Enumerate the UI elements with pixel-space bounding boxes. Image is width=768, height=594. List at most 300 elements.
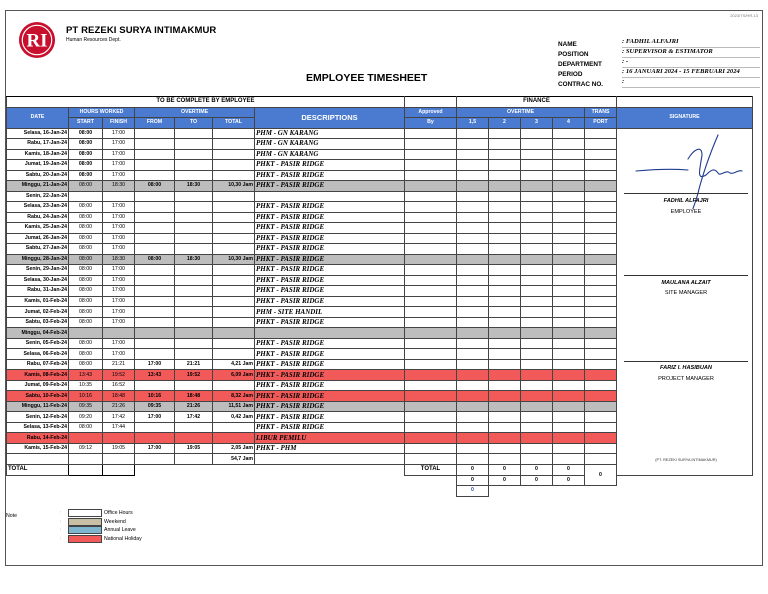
row-start: 08:00 (69, 212, 103, 223)
row-start: 09:12 (69, 443, 103, 454)
row-ot-from (135, 338, 175, 349)
row-rate-cell (489, 349, 521, 360)
row-date: Kamis, 01-Feb-24 (7, 296, 69, 307)
row-rate-cell (521, 170, 553, 181)
finance-total: 0 (489, 475, 521, 486)
row-approved (405, 412, 457, 423)
row-ot-to (175, 275, 213, 286)
timesheet-table (6, 96, 753, 497)
row-start (69, 433, 103, 444)
company-name: PT REZEKI SURYA INTIMAKMUR (66, 25, 217, 36)
row-rate-cell (489, 233, 521, 244)
row-start: 08:00 (69, 160, 103, 171)
row-ot-from: 17:00 (135, 359, 175, 370)
row-rate-cell (521, 317, 553, 328)
legend-note-label: Note (6, 513, 17, 519)
row-description: PHKT - PASIR RIDGE (255, 223, 405, 234)
row-ot-to: 18:30 (175, 254, 213, 265)
total-empty (175, 486, 213, 497)
row-ot-to (175, 349, 213, 360)
row-ot-from: 10:16 (135, 391, 175, 402)
row-ot-total (213, 149, 255, 160)
row-approved (405, 202, 457, 213)
row-rate-cell (457, 170, 489, 181)
row-approved (405, 296, 457, 307)
row-rate-cell (489, 181, 521, 192)
row-rate-cell (457, 149, 489, 160)
row-rate-cell (457, 191, 489, 202)
finance-total: 0 (457, 465, 489, 476)
row-ot-from (135, 296, 175, 307)
row-date: Rabu, 17-Jan-24 (7, 139, 69, 150)
row-rate-cell (489, 338, 521, 349)
row-description: PHKT - PASIR RIDGE (255, 338, 405, 349)
row-rate-cell (457, 223, 489, 234)
company-logo (18, 21, 56, 59)
row-description: PHKT - PASIR RIDGE (255, 254, 405, 265)
total-empty (255, 486, 405, 497)
row-ot-total (213, 286, 255, 297)
row-finish: 17:00 (103, 149, 135, 160)
row-description: PHKT - PASIR RIDGE (255, 401, 405, 412)
row-start: 08:00 (69, 170, 103, 181)
department-line: Human Resources Dept. (66, 37, 121, 43)
row-ot-total (213, 338, 255, 349)
legend-label: Office Hours (104, 510, 133, 516)
total-empty (135, 475, 175, 486)
section-spacer (405, 97, 457, 108)
row-approved (405, 328, 457, 339)
row-ot-from (135, 149, 175, 160)
section-signature-spacer (617, 97, 753, 108)
row-rate-cell (521, 359, 553, 370)
col-date: DATE (7, 107, 69, 128)
row-date: Sabtu, 03-Feb-24 (7, 317, 69, 328)
row-rate-cell (553, 254, 585, 265)
row-trans (585, 202, 617, 213)
total-box (69, 465, 103, 476)
row-rate-cell (553, 160, 585, 171)
row-finish: 18:30 (103, 181, 135, 192)
row-ot-to (175, 233, 213, 244)
sum-empty (7, 454, 69, 465)
finance-total: 0 (521, 465, 553, 476)
row-ot-from (135, 223, 175, 234)
row-rate-cell (553, 422, 585, 433)
row-finish: 17:00 (103, 170, 135, 181)
row-finish (103, 433, 135, 444)
sum-empty (489, 454, 521, 465)
row-ot-to (175, 265, 213, 276)
col-descriptions: DESCRIPTIONS (255, 107, 405, 128)
row-start: 10:35 (69, 380, 103, 391)
row-rate-cell (521, 286, 553, 297)
info-label: POSITION (558, 51, 589, 58)
row-finish: 17:00 (103, 223, 135, 234)
legend-colon: : (60, 535, 62, 542)
signer-name: FADHIL ALFAJRI (663, 197, 709, 204)
row-approved (405, 359, 457, 370)
total-empty (103, 486, 135, 497)
row-start: 08:00 (69, 202, 103, 213)
row-rate-cell (521, 391, 553, 402)
row-ot-from: 08:00 (135, 181, 175, 192)
info-value: : 16 JANUARI 2024 - 15 FEBRUARI 2024 (622, 68, 760, 78)
row-start: 10:16 (69, 391, 103, 402)
row-rate-cell (489, 286, 521, 297)
row-ot-from (135, 139, 175, 150)
row-date: Sabtu, 10-Feb-24 (7, 391, 69, 402)
row-date: Minggu, 28-Jan-24 (7, 254, 69, 265)
document-number: 2023/TS/HR-13 (730, 13, 758, 18)
row-date: Jumat, 19-Jan-24 (7, 160, 69, 171)
row-rate-cell (489, 128, 521, 139)
row-rate-cell (489, 223, 521, 234)
row-date: Selasa, 30-Jan-24 (7, 275, 69, 286)
row-rate-cell (553, 338, 585, 349)
row-trans (585, 223, 617, 234)
row-ot-total: 0,42 Jam (213, 412, 255, 423)
total-empty (7, 486, 69, 497)
row-rate-cell (553, 328, 585, 339)
row-ot-from (135, 265, 175, 276)
row-ot-total (213, 433, 255, 444)
row-description (255, 328, 405, 339)
row-ot-total (213, 328, 255, 339)
row-rate-cell (521, 443, 553, 454)
row-finish: 21:21 (103, 359, 135, 370)
col-port: PORT (585, 118, 617, 129)
col-from: FROM (135, 118, 175, 129)
total-empty (255, 465, 405, 476)
row-ot-total (213, 307, 255, 318)
row-start (69, 328, 103, 339)
row-rate-cell (489, 265, 521, 276)
row-rate-cell (489, 391, 521, 402)
row-ot-total: 2,05 Jam (213, 443, 255, 454)
row-rate-cell (521, 149, 553, 160)
row-ot-total (213, 212, 255, 223)
row-date: Rabu, 07-Feb-24 (7, 359, 69, 370)
row-approved (405, 244, 457, 255)
row-rate-cell (457, 160, 489, 171)
row-trans (585, 170, 617, 181)
row-finish: 17:00 (103, 233, 135, 244)
row-rate-cell (521, 223, 553, 234)
col-to: TO (175, 118, 213, 129)
row-ot-total (213, 422, 255, 433)
row-trans (585, 370, 617, 381)
row-rate-cell (457, 401, 489, 412)
section-finance: FINANCE (457, 97, 617, 108)
row-rate-cell (489, 328, 521, 339)
row-rate-cell (489, 443, 521, 454)
row-description: LIBUR PEMILU (255, 433, 405, 444)
row-rate-cell (457, 307, 489, 318)
row-rate-cell (553, 244, 585, 255)
row-ot-to (175, 296, 213, 307)
row-ot-to (175, 433, 213, 444)
row-ot-from (135, 307, 175, 318)
finance-total: 0 (521, 475, 553, 486)
row-rate-cell (553, 380, 585, 391)
col-rate: 4 (553, 118, 585, 129)
row-ot-to: 18:48 (175, 391, 213, 402)
row-ot-to (175, 212, 213, 223)
row-approved (405, 401, 457, 412)
row-date: Sabtu, 27-Jan-24 (7, 244, 69, 255)
row-ot-to (175, 380, 213, 391)
row-rate-cell (489, 422, 521, 433)
row-rate-cell (521, 244, 553, 255)
employee-info (558, 38, 760, 88)
row-rate-cell (553, 401, 585, 412)
col-signature: SIGNATURE (617, 107, 753, 128)
row-trans (585, 328, 617, 339)
row-ot-total (213, 275, 255, 286)
col-by: By (405, 118, 457, 129)
info-label: CONTRAC NO. (558, 81, 604, 88)
row-rate-cell (489, 296, 521, 307)
row-rate-cell (457, 380, 489, 391)
row-ot-to (175, 422, 213, 433)
row-ot-total: 8,32 Jam (213, 391, 255, 402)
row-ot-from: 17:00 (135, 443, 175, 454)
row-ot-to (175, 128, 213, 139)
row-start (69, 191, 103, 202)
row-start: 08:00 (69, 317, 103, 328)
row-date: Minggu, 04-Feb-24 (7, 328, 69, 339)
row-ot-total (213, 265, 255, 276)
row-description: PHKT - PASIR RIDGE (255, 160, 405, 171)
row-rate-cell (457, 139, 489, 150)
finance-total: 0 (553, 465, 585, 476)
row-finish (103, 328, 135, 339)
row-start: 08:00 (69, 139, 103, 150)
row-ot-total: 10,30 Jam (213, 181, 255, 192)
col-overtime: OVERTIME (135, 107, 255, 118)
col-fin-overtime: OVERTIME (457, 107, 585, 118)
row-rate-cell (489, 202, 521, 213)
sum-empty (255, 454, 405, 465)
row-trans (585, 244, 617, 255)
row-ot-total (213, 317, 255, 328)
row-rate-cell (457, 212, 489, 223)
legend-colon: : (60, 527, 62, 533)
info-row (558, 48, 760, 58)
signature-panel (617, 128, 753, 465)
row-ot-from (135, 233, 175, 244)
info-row (558, 38, 760, 48)
sum-empty (553, 454, 585, 465)
row-ot-total (213, 139, 255, 150)
row-rate-cell (521, 212, 553, 223)
row-rate-cell (457, 286, 489, 297)
total-empty (103, 475, 135, 486)
finance-grand-total: 0 (457, 486, 489, 497)
info-label: NAME (558, 41, 577, 48)
row-ot-to: 21:21 (175, 359, 213, 370)
row-rate-cell (521, 422, 553, 433)
row-ot-from (135, 275, 175, 286)
row-trans (585, 391, 617, 402)
legend-colon: : (60, 518, 62, 525)
row-rate-cell (553, 265, 585, 276)
row-start: 08:00 (69, 181, 103, 192)
legend-swatch (68, 535, 102, 543)
row-approved (405, 233, 457, 244)
row-ot-from (135, 170, 175, 181)
total-box (103, 465, 135, 476)
row-ot-to (175, 202, 213, 213)
signer-role: EMPLOYEE (670, 208, 702, 215)
row-rate-cell (489, 244, 521, 255)
row-ot-from (135, 191, 175, 202)
row-rate-cell (553, 212, 585, 223)
row-rate-cell (521, 160, 553, 171)
row-rate-cell (489, 412, 521, 423)
col-finish: FINISH (103, 118, 135, 129)
row-rate-cell (553, 349, 585, 360)
row-date: Kamis, 08-Feb-24 (7, 370, 69, 381)
sum-empty (405, 454, 457, 465)
info-row (558, 78, 760, 88)
row-rate-cell (553, 286, 585, 297)
total-empty (255, 475, 405, 486)
row-date: Minggu, 11-Feb-24 (7, 401, 69, 412)
row-ot-total (213, 244, 255, 255)
row-description: PHKT - PASIR RIDGE (255, 170, 405, 181)
row-ot-from (135, 328, 175, 339)
row-rate-cell (489, 139, 521, 150)
signature-line (624, 193, 748, 194)
row-ot-from (135, 380, 175, 391)
row-description: PHKT - PASIR RIDGE (255, 296, 405, 307)
row-finish: 18:48 (103, 391, 135, 402)
row-ot-total (213, 296, 255, 307)
info-value: : SUPERVISOR & ESTIMATOR (622, 48, 760, 58)
row-rate-cell (457, 349, 489, 360)
row-rate-cell (521, 296, 553, 307)
row-ot-to: 21:26 (175, 401, 213, 412)
row-ot-total (213, 223, 255, 234)
row-rate-cell (553, 170, 585, 181)
row-start: 08:00 (69, 359, 103, 370)
row-trans (585, 128, 617, 139)
total-empty (213, 486, 255, 497)
row-rate-cell (489, 191, 521, 202)
row-rate-cell (489, 307, 521, 318)
row-date: Minggu, 21-Jan-24 (7, 181, 69, 192)
row-ot-to (175, 244, 213, 255)
row-ot-from: 13:43 (135, 370, 175, 381)
finance-total: 0 (489, 465, 521, 476)
row-start: 13:43 (69, 370, 103, 381)
row-rate-cell (521, 254, 553, 265)
row-rate-cell (553, 233, 585, 244)
signer-role: SITE MANAGER (664, 289, 708, 296)
row-trans (585, 443, 617, 454)
row-approved (405, 160, 457, 171)
info-value: : FADHIL ALFAJRI (622, 38, 760, 48)
row-start: 08:00 (69, 128, 103, 139)
row-finish: 17:00 (103, 160, 135, 171)
row-date: Rabu, 14-Feb-24 (7, 433, 69, 444)
row-ot-total (213, 202, 255, 213)
row-date: Senin, 22-Jan-24 (7, 191, 69, 202)
row-ot-to (175, 223, 213, 234)
row-start: 08:00 (69, 338, 103, 349)
row-description: PHM - GN KARANG (255, 128, 405, 139)
row-approved (405, 391, 457, 402)
row-ot-to (175, 149, 213, 160)
legend-swatch (68, 518, 102, 526)
row-description: PHKT - PASIR RIDGE (255, 349, 405, 360)
row-description: PHKT - PASIR RIDGE (255, 380, 405, 391)
row-rate-cell (489, 254, 521, 265)
row-description: PHM - GN KARANG (255, 149, 405, 160)
row-rate-cell (521, 139, 553, 150)
row-rate-cell (553, 181, 585, 192)
row-rate-cell (521, 275, 553, 286)
row-description: PHKT - PASIR RIDGE (255, 359, 405, 370)
row-ot-to: 19:52 (175, 370, 213, 381)
col-rate: 3 (521, 118, 553, 129)
row-approved (405, 370, 457, 381)
row-rate-cell (457, 265, 489, 276)
row-description: PHKT - PASIR RIDGE (255, 181, 405, 192)
row-description: PHKT - PASIR RIDGE (255, 212, 405, 223)
row-rate-cell (489, 275, 521, 286)
row-ot-total (213, 170, 255, 181)
total-empty (405, 475, 457, 486)
row-start: 08:00 (69, 349, 103, 360)
row-rate-cell (457, 412, 489, 423)
row-rate-cell (457, 328, 489, 339)
row-approved (405, 223, 457, 234)
row-ot-total (213, 349, 255, 360)
row-rate-cell (489, 160, 521, 171)
row-finish: 17:00 (103, 265, 135, 276)
row-rate-cell (489, 170, 521, 181)
row-finish: 17:00 (103, 296, 135, 307)
row-start: 08:00 (69, 275, 103, 286)
finance-total: 0 (457, 475, 489, 486)
row-ot-total: 11,51 Jam (213, 401, 255, 412)
row-ot-from (135, 202, 175, 213)
row-finish: 19:05 (103, 443, 135, 454)
row-rate-cell (457, 433, 489, 444)
row-rate-cell (457, 244, 489, 255)
col-rate: 2 (489, 118, 521, 129)
row-description: PHKT - PASIR RIDGE (255, 202, 405, 213)
row-date: Jumat, 26-Jan-24 (7, 233, 69, 244)
row-rate-cell (457, 254, 489, 265)
sig-bottom (617, 465, 753, 476)
row-ot-from (135, 349, 175, 360)
legend-label: National Holiday (104, 535, 142, 542)
row-rate-cell (553, 307, 585, 318)
row-ot-to: 17:42 (175, 412, 213, 423)
row-start: 08:00 (69, 265, 103, 276)
row-ot-to (175, 317, 213, 328)
row-start: 08:00 (69, 149, 103, 160)
row-rate-cell (457, 275, 489, 286)
total-empty (175, 465, 213, 476)
row-finish: 17:00 (103, 212, 135, 223)
col-start: START (69, 118, 103, 129)
legend-swatch (68, 509, 102, 517)
